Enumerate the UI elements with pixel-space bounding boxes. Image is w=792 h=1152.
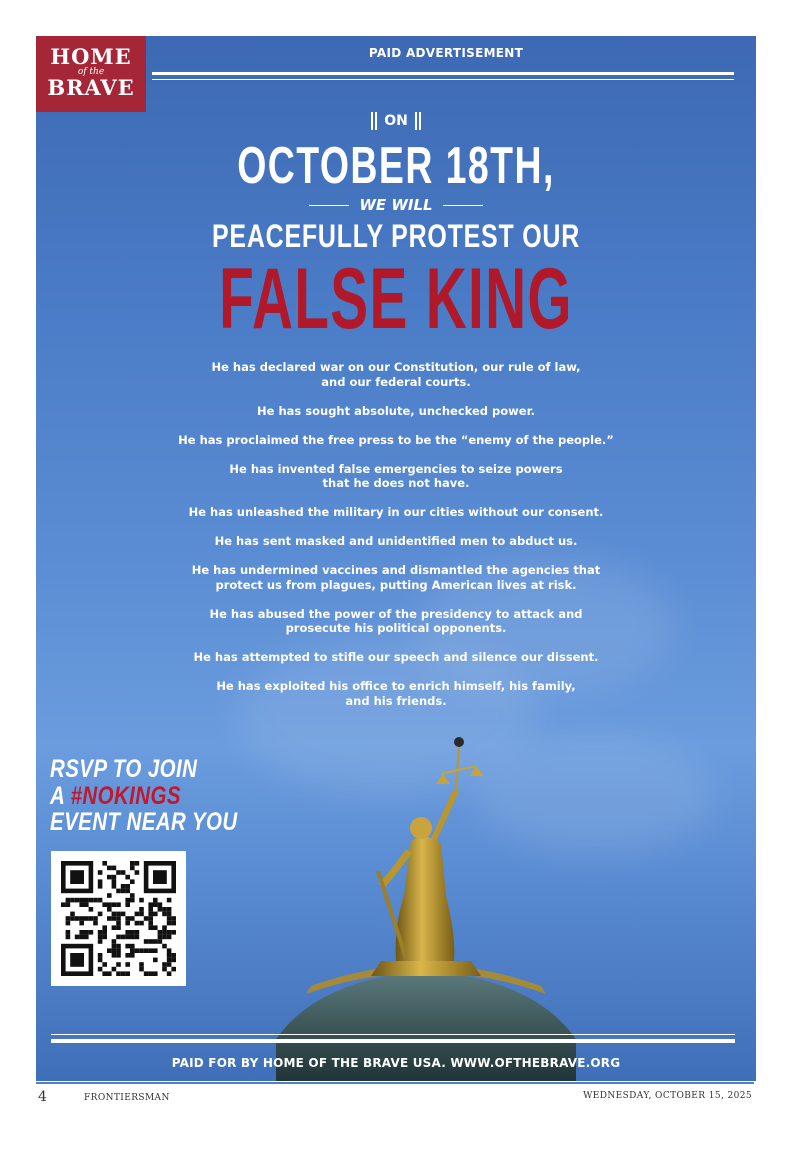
lady-justice-statue-image: [276, 736, 576, 1081]
home-of-the-brave-logo: [36, 36, 146, 112]
logo-word-of-the: of the: [77, 67, 105, 77]
paid-advertisement-label: PAID ADVERTISEMENT: [368, 46, 524, 60]
grievance-item: He has exploited his office to enrich himself, his family, and his friends.: [216, 679, 576, 708]
publication-name: FRONTIERSMAN: [84, 1093, 170, 1103]
top-rule: [152, 72, 734, 75]
advertisement: [36, 36, 756, 1081]
logo-word-brave: BRAVE: [47, 75, 135, 100]
headline-protest: PEACEFULLY PROTEST OUR: [211, 218, 581, 254]
bottom-rule-thin: [51, 1034, 735, 1035]
grievance-item: He has unleashed the military in our cities without our consent.: [188, 505, 604, 519]
top-rule-thin: [152, 79, 734, 80]
grievance-item: He has declared war on our Constitution, our rule of law, and our federal courts.: [211, 360, 581, 389]
logo-word-home: HOME: [50, 44, 132, 69]
headline-date: OCTOBER 18TH,: [237, 137, 555, 195]
page-number: 4: [38, 1089, 47, 1105]
grievance-item: He has invented false emergencies to seize powers that he does not have.: [229, 461, 563, 490]
paid-for-disclaimer: PAID FOR BY HOME OF THE BRAVE USA. WWW.OFTHEBRAVE.ORG: [171, 1056, 621, 1070]
we-will-label: WE WILL: [36, 196, 756, 214]
headline-false-king: FALSE KING: [219, 251, 573, 347]
rsvp-line-3: EVENT NEAR YOU: [50, 808, 238, 836]
bottom-rule: [51, 1039, 735, 1043]
grievance-item: He has attempted to stifle our speech and silence our dissent.: [193, 650, 599, 664]
qr-code-icon[interactable]: [51, 851, 186, 986]
grievance-item: He has abused the power of the presidency to attack and prosecute his political opponents.: [209, 606, 583, 635]
on-label: ON: [36, 112, 756, 130]
grievance-item: He has undermined vaccines and dismantled the agencies that protect us from plagues, putting American lives at risk.: [191, 563, 601, 592]
grievance-item: He has proclaimed the free press to be the “enemy of the people.”: [178, 432, 614, 447]
footer-rule: [36, 1082, 754, 1084]
issue-date: WEDNESDAY, OCTOBER 15, 2025: [583, 1091, 752, 1101]
grievance-list: [116, 360, 676, 723]
grievance-item: He has sent masked and unidentified men to abduct us.: [214, 534, 578, 548]
rsvp-line-1: RSVP TO JOIN: [50, 755, 198, 783]
grievance-item: He has sought absolute, unchecked power.: [257, 403, 535, 418]
rsvp-line-2: A #NOKINGS: [50, 781, 181, 810]
rsvp-callout: [50, 756, 238, 836]
nokings-hashtag: #NOKINGS: [70, 781, 181, 810]
